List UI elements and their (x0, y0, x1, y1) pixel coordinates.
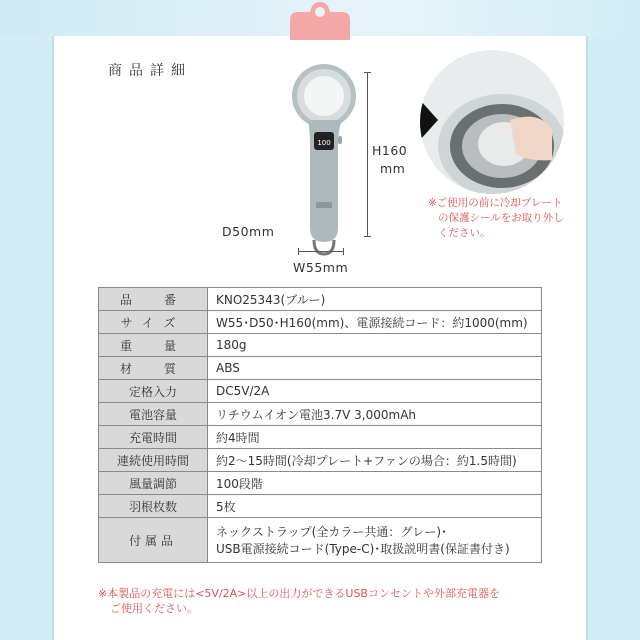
table-row (99, 334, 542, 357)
depth-dimension: D50mm (222, 224, 275, 239)
height-dimension (372, 142, 407, 178)
width-dimension-line (298, 251, 344, 252)
spec-value-line: ネックストラップ(全カラー共通：グレー)･ (216, 525, 448, 539)
note-line: ご使用ください。 (110, 602, 198, 615)
spec-label: 付属品 (99, 518, 208, 563)
protective-sheet-note (428, 196, 578, 241)
spec-label: 連続使用時間 (99, 449, 208, 472)
note-line: ※ご使用の前に冷却プレート (428, 197, 563, 209)
spec-value: リチウムイオン電池3.7V 3,000mAh (208, 403, 542, 426)
table-row (99, 311, 542, 334)
spec-value: ABS (208, 357, 542, 380)
height-value: H160 (372, 143, 408, 158)
svg-text:100: 100 (317, 139, 331, 147)
note-line: の保護シールをお取り外し (438, 212, 564, 224)
table-row (99, 426, 542, 449)
spec-value: 約4時間 (208, 426, 542, 449)
spec-value: W55･D50･H160(mm)、電源接続コード：約1000(mm) (208, 311, 542, 334)
right-frame (588, 36, 640, 640)
table-row (99, 495, 542, 518)
table-row (99, 357, 542, 380)
spec-value-line: USB電源接続コード(Type-C)･取扱説明書(保証書付き) (216, 542, 510, 556)
spec-label: 風量調節 (99, 472, 208, 495)
table-row (99, 288, 542, 311)
spec-value: KNO25343(ブルー) (208, 288, 542, 311)
spec-label: 重 量 (99, 334, 208, 357)
note-line: ください。 (438, 227, 491, 239)
spec-label: 材 質 (99, 357, 208, 380)
left-frame (0, 36, 52, 640)
spec-label: 品 番 (99, 288, 208, 311)
section-title: 商品詳細 (108, 63, 192, 79)
width-dimension: W55mm (293, 260, 349, 275)
table-row (99, 449, 542, 472)
table-row (99, 380, 542, 403)
charging-note (98, 586, 548, 616)
spec-value: 5枚 (208, 495, 542, 518)
spec-label: 電池容量 (99, 403, 208, 426)
table-row (99, 472, 542, 495)
spec-value: 180g (208, 334, 542, 357)
spec-value: DC5V/2A (208, 380, 542, 403)
height-unit: mm (380, 161, 406, 176)
spec-value: 100段階 (208, 472, 542, 495)
clip-icon (286, 0, 354, 40)
handy-fan-illustration (280, 58, 370, 258)
spec-label: 充電時間 (99, 426, 208, 449)
spec-label: 羽根枚数 (99, 495, 208, 518)
spec-label: 定格入力 (99, 380, 208, 403)
height-dimension-line (367, 72, 368, 237)
table-row (99, 403, 542, 426)
spec-table (98, 287, 542, 563)
note-line: ※本製品の充電には<5V/2A>以上の出力ができるUSBコンセントや外部充電器を (98, 587, 500, 600)
spec-label: サイズ (99, 311, 208, 334)
spec-value: 約2～15時間(冷却プレート+ファンの場合：約1.5時間) (208, 449, 542, 472)
spec-value (208, 518, 542, 563)
protective-film-closeup-photo (420, 50, 564, 194)
table-row (99, 518, 542, 563)
